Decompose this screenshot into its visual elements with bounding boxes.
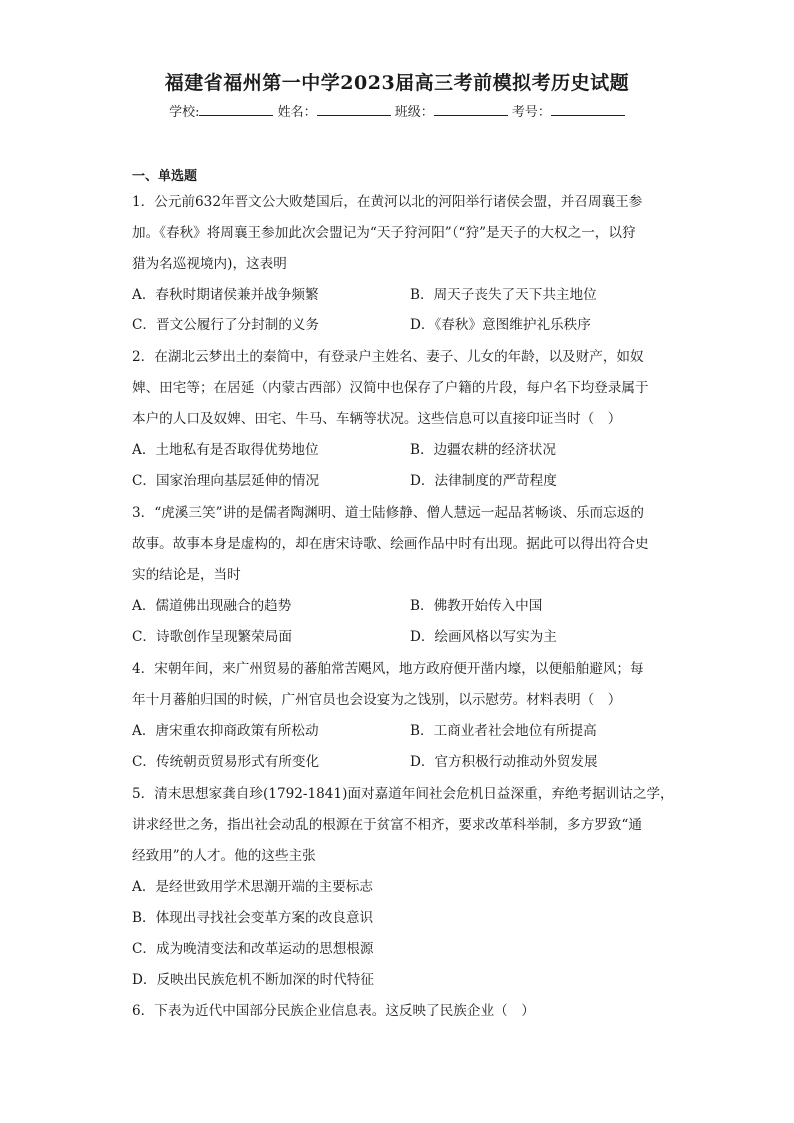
question-5-option-c[interactable]: C．成为晚清变法和改革运动的思想根源	[132, 941, 374, 957]
question-2-option-a[interactable]: A．土地私有是否取得优势地位	[132, 442, 319, 458]
question-5-stem-line-1: 5．清末思想家龚自珍(1792-1841)面对嘉道年间社会危机日益深重，弃绝考据训诂之学，	[132, 786, 674, 802]
question-2-option-b[interactable]: B．边疆农耕的经济状况	[410, 442, 556, 458]
question-4-option-a[interactable]: A．唐宋重农抑商政策有所松动	[132, 723, 319, 739]
number-blank[interactable]	[551, 103, 625, 116]
name-label: 姓名：	[277, 105, 317, 120]
question-5-stem-line-3: 经致用”的人才。他的这些主张	[132, 848, 316, 864]
question-2-stem-line-1: 2．在湖北云梦出土的秦简中，有登录户主姓名、妻子、儿女的年龄，以及财产，如奴	[132, 349, 644, 365]
question-3-option-b[interactable]: B．佛教开始传入中国	[410, 598, 543, 614]
question-3-option-a[interactable]: A．儒道佛出现融合的趋势	[132, 598, 292, 614]
class-label: 班级：	[394, 105, 434, 120]
question-4-option-b[interactable]: B．工商业者社会地位有所提高	[410, 723, 597, 739]
question-5-option-b[interactable]: B．体现出寻找社会变革方案的改良意识	[132, 910, 374, 926]
question-4-stem-line-2: 年十月蕃舶归国的时候，广州官员也会设宴为之饯别，以示慰劳。材料表明（ ）	[132, 692, 622, 708]
question-5-stem-line-2: 讲求经世之务，指出社会动乱的根源在于贫富不相齐，要求改革科举制，多方罗致“通	[132, 817, 642, 833]
question-5-option-a[interactable]: A．是经世致用学术思潮开端的主要标志	[132, 879, 373, 895]
name-blank[interactable]	[317, 103, 391, 116]
question-2-stem-line-2: 婢、田宅等；在居延（内蒙古西部）汉简中也保存了户籍的片段，每户名下均登录属于	[132, 380, 649, 396]
question-1-option-b[interactable]: B．周天子丧失了天下共主地位	[410, 287, 597, 303]
question-6-stem-line-1: 6．下表为近代中国部分民族企业信息表。这反映了民族企业（ ）	[132, 1003, 535, 1019]
student-info-line	[0, 101, 794, 120]
question-3-option-c[interactable]: C．诗歌创作呈现繁荣局面	[132, 629, 292, 645]
question-1-option-c[interactable]: C．晋文公履行了分封制的义务	[132, 317, 320, 333]
question-2-option-d[interactable]: D．法律制度的严苛程度	[410, 473, 557, 489]
question-1-stem-line-2: 加。《春秋》将周襄王参加此次会盟记为“天子狩河阳”（“狩”是天子的大权之一，以狩	[132, 225, 636, 241]
page-title: 福建省福州第一中学2023届高三考前模拟考历史试题	[164, 72, 630, 94]
question-5-option-d[interactable]: D．反映出民族危机不断加深的时代特征	[132, 972, 374, 988]
question-1-option-d[interactable]: D．《春秋》意图维护礼乐秩序	[410, 317, 591, 333]
school-blank[interactable]	[199, 103, 273, 116]
question-3-stem-line-3: 实的结论是，当时	[132, 567, 241, 583]
question-3-option-d[interactable]: D．绘画风格以写实为主	[410, 629, 557, 645]
section-title: 一、单选题	[132, 169, 198, 184]
question-4-option-c[interactable]: C．传统朝贡贸易形式有所变化	[132, 754, 320, 770]
question-4-option-d[interactable]: D．官方积极行动推动外贸发展	[410, 754, 598, 770]
question-2-stem-line-3: 本户的人口及奴婢、田宅、牛马、车辆等状况。这些信息可以直接印证当时（ ）	[132, 411, 622, 427]
question-1-stem-line-1: 1．公元前632年晋文公大败楚国后，在黄河以北的河阳举行诸侯会盟，并召周襄王参	[132, 194, 643, 210]
question-3-stem-line-2: 故事。故事本身是虚构的，却在唐宋诗歌、绘画作品中时有出现。据此可以得出符合史	[132, 536, 649, 552]
question-4-stem-line-1: 4．宋朝年间，来广州贸易的蕃舶常苦飓风，地方政府便开凿内壕，以便船舶避风；每	[132, 661, 644, 677]
question-3-stem-line-1: 3．“虎溪三笑”讲的是儒者陶渊明、道士陆修静、僧人慧远一起品茗畅谈、乐而忘返的	[132, 505, 644, 521]
class-blank[interactable]	[434, 103, 508, 116]
question-1-option-a[interactable]: A．春秋时期诸侯兼并战争频繁	[132, 287, 319, 303]
school-label: 学校:	[169, 105, 200, 120]
question-2-option-c[interactable]: C．国家治理向基层延伸的情况	[132, 473, 320, 489]
question-1-stem-line-3: 猎为名巡视境内)，这表明	[132, 256, 287, 272]
number-label: 考号：	[511, 105, 551, 120]
